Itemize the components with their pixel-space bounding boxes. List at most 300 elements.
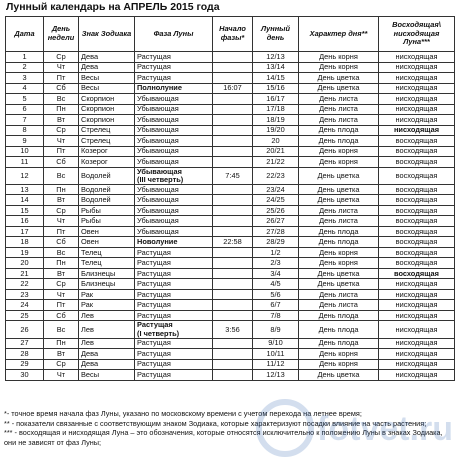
day-character-cell: День листа: [299, 115, 379, 126]
phase-label: Убывающая: [137, 195, 179, 205]
date-cell: 26: [6, 321, 44, 338]
day-character-cell: День листа: [299, 205, 379, 216]
phase-label: Растущая: [137, 72, 171, 82]
zodiac-cell: Дева: [79, 359, 135, 370]
phase-start-cell: [213, 104, 253, 115]
table-body: [6, 52, 455, 381]
table-row: [6, 83, 455, 94]
day-character-cell: День листа: [299, 216, 379, 227]
phase-start-cell: 16:07: [213, 83, 253, 94]
zodiac-cell: Скорпион: [79, 115, 135, 126]
day-character-cell: День листа: [299, 289, 379, 300]
phase-label: Убывающая: [137, 184, 179, 194]
watermark-logo: [255, 388, 460, 468]
phase-label: Растущая: [137, 369, 171, 379]
table-row: [6, 310, 455, 321]
zodiac-cell: Стрелец: [79, 125, 135, 136]
date-cell: 29: [6, 359, 44, 370]
phase-label: Растущая: [137, 338, 171, 348]
phase-start-cell: [213, 94, 253, 105]
day-character-cell: День плода: [299, 226, 379, 237]
date-cell: 19: [6, 247, 44, 258]
zodiac-cell: Близнецы: [79, 279, 135, 290]
moon-direction-cell: нисходящая: [379, 52, 455, 63]
date-cell: 28: [6, 349, 44, 360]
day-character-cell: День листа: [299, 94, 379, 105]
phase-start-cell: [213, 73, 253, 84]
weekday-cell: Сб: [44, 237, 79, 248]
lunar-day-cell: 5/6: [253, 289, 299, 300]
phase-start-cell: [213, 279, 253, 290]
lunar-day-cell: 2/3: [253, 258, 299, 269]
table-row: [6, 205, 455, 216]
lunar-day-cell: 14/15: [253, 73, 299, 84]
lunar-day-cell: 18/19: [253, 115, 299, 126]
phase-start-cell: 22:58: [213, 237, 253, 248]
date-cell: 13: [6, 184, 44, 195]
zodiac-cell: Лев: [79, 338, 135, 349]
lunar-day-cell: 19/20: [253, 125, 299, 136]
moon-direction-cell: восходящая: [379, 136, 455, 147]
header-zodiac: Знак Зодиака: [79, 17, 135, 52]
zodiac-cell: Овен: [79, 226, 135, 237]
date-cell: 1: [6, 52, 44, 63]
weekday-cell: Вс: [44, 321, 79, 338]
lunar-day-cell: 12/13: [253, 52, 299, 63]
phase-start-cell: [213, 226, 253, 237]
moon-direction-cell: восходящая: [379, 195, 455, 206]
date-cell: 4: [6, 83, 44, 94]
date-cell: 5: [6, 94, 44, 105]
day-character-cell: День корня: [299, 146, 379, 157]
phase-cell: [135, 104, 213, 115]
phase-cell: [135, 136, 213, 147]
phase-start-cell: [213, 216, 253, 227]
lunar-day-cell: 15/16: [253, 83, 299, 94]
zodiac-cell: Водолей: [79, 184, 135, 195]
day-character-cell: День цветка: [299, 370, 379, 381]
moon-direction-cell: нисходящая: [379, 349, 455, 360]
moon-direction-cell: нисходящая: [379, 279, 455, 290]
table-row: [6, 157, 455, 168]
phase-cell: [135, 300, 213, 311]
watermark-text: fotvet.ru: [317, 410, 453, 448]
lunar-day-cell: 12/13: [253, 370, 299, 381]
phase-label: Убывающая: [137, 226, 179, 236]
phase-label: Растущая: [137, 62, 171, 72]
phase-start-cell: [213, 359, 253, 370]
phase-start-cell: [213, 258, 253, 269]
day-character-cell: День плода: [299, 321, 379, 338]
day-character-cell: День цветка: [299, 83, 379, 94]
phase-label: Растущая: [137, 320, 173, 330]
lunar-day-cell: 16/17: [253, 94, 299, 105]
weekday-cell: Пт: [44, 226, 79, 237]
phase-label: Убывающая: [137, 167, 182, 176]
moon-direction-cell: восходящая: [379, 268, 455, 279]
day-character-cell: День листа: [299, 104, 379, 115]
moon-direction-cell: нисходящая: [379, 125, 455, 136]
table-row: [6, 279, 455, 290]
phase-start-cell: [213, 247, 253, 258]
date-cell: 12: [6, 167, 44, 184]
phase-start-cell: [213, 146, 253, 157]
date-cell: 25: [6, 310, 44, 321]
day-character-cell: День плода: [299, 125, 379, 136]
header-moon-direction: Восходящая\ нисходящая Луна***: [379, 17, 455, 52]
phase-start-cell: [213, 205, 253, 216]
footnote-1: *- точное время начала фаз Луны, указано по московскому времени с учетом перехода на летнее время;: [4, 409, 362, 418]
phase-start-cell: [213, 268, 253, 279]
table-row: [6, 136, 455, 147]
zodiac-cell: Весы: [79, 370, 135, 381]
table-row: [6, 115, 455, 126]
date-cell: 20: [6, 258, 44, 269]
phase-start-cell: [213, 157, 253, 168]
table-row: [6, 338, 455, 349]
weekday-cell: Чт: [44, 136, 79, 147]
phase-label: Растущая: [137, 310, 171, 320]
phase-start-cell: 7:45: [213, 167, 253, 184]
phase-label: Растущая: [137, 300, 171, 310]
phase-label: Убывающая: [137, 125, 179, 135]
zodiac-cell: Близнецы: [79, 268, 135, 279]
phase-cell: [135, 310, 213, 321]
lunar-day-cell: 13/14: [253, 62, 299, 73]
day-character-cell: День цветка: [299, 195, 379, 206]
table-row: [6, 359, 455, 370]
date-cell: 3: [6, 73, 44, 84]
weekday-cell: Сб: [44, 310, 79, 321]
phase-start-cell: [213, 349, 253, 360]
date-cell: 27: [6, 338, 44, 349]
lunar-day-cell: 27/28: [253, 226, 299, 237]
lunar-day-cell: 8/9: [253, 321, 299, 338]
phase-label: Убывающая: [137, 135, 179, 145]
header-moon-phase: Фаза Луны: [135, 17, 213, 52]
moon-direction-cell: восходящая: [379, 216, 455, 227]
phase-label: Растущая: [137, 51, 171, 61]
moon-direction-cell: нисходящая: [379, 73, 455, 84]
phase-cell: [135, 73, 213, 84]
zodiac-cell: Скорпион: [79, 104, 135, 115]
moon-direction-cell: восходящая: [379, 258, 455, 269]
day-character-cell: День корня: [299, 157, 379, 168]
weekday-cell: Вт: [44, 268, 79, 279]
phase-start-cell: [213, 338, 253, 349]
phase-label: Полнолуние: [137, 83, 182, 93]
zodiac-cell: Весы: [79, 73, 135, 84]
phase-start-cell: [213, 289, 253, 300]
phase-cell: [135, 146, 213, 157]
phase-label: Растущая: [137, 359, 171, 369]
lunar-day-cell: 6/7: [253, 300, 299, 311]
moon-direction-cell: нисходящая: [379, 310, 455, 321]
phase-cell: [135, 226, 213, 237]
phase-start-cell: [213, 62, 253, 73]
phase-cell: [135, 216, 213, 227]
phase-label: Убывающая: [137, 93, 179, 103]
phase-cell: [135, 115, 213, 126]
zodiac-cell: Скорпион: [79, 94, 135, 105]
moon-direction-cell: восходящая: [379, 184, 455, 195]
zodiac-cell: Рыбы: [79, 216, 135, 227]
weekday-cell: Пн: [44, 338, 79, 349]
phase-cell: [135, 289, 213, 300]
table-row: [6, 258, 455, 269]
phase-cell: [135, 279, 213, 290]
phase-cell: [135, 157, 213, 168]
date-cell: 8: [6, 125, 44, 136]
lunar-day-cell: 9/10: [253, 338, 299, 349]
day-character-cell: День цветка: [299, 73, 379, 84]
phase-cell: [135, 125, 213, 136]
zodiac-cell: Стрелец: [79, 136, 135, 147]
date-cell: 30: [6, 370, 44, 381]
weekday-cell: Пн: [44, 184, 79, 195]
lunar-day-cell: 4/5: [253, 279, 299, 290]
weekday-cell: Ср: [44, 52, 79, 63]
lunar-day-cell: 10/11: [253, 349, 299, 360]
lunar-day-cell: 28/29: [253, 237, 299, 248]
date-cell: 6: [6, 104, 44, 115]
table-row: [6, 62, 455, 73]
moon-direction-cell: восходящая: [379, 237, 455, 248]
table-row: [6, 184, 455, 195]
zodiac-cell: Овен: [79, 237, 135, 248]
table-row: [6, 146, 455, 157]
phase-start-cell: 3:56: [213, 321, 253, 338]
day-character-cell: День цветка: [299, 279, 379, 290]
phase-cell: [135, 94, 213, 105]
phase-cell: [135, 321, 213, 338]
phase-cell: [135, 268, 213, 279]
table-row: [6, 370, 455, 381]
header-lunar-day: Лунный день: [253, 17, 299, 52]
moon-direction-cell: восходящая: [379, 247, 455, 258]
date-cell: 24: [6, 300, 44, 311]
moon-direction-cell: восходящая: [379, 157, 455, 168]
phase-label: Растущая: [137, 348, 171, 358]
weekday-cell: Ср: [44, 359, 79, 370]
phase-cell: [135, 247, 213, 258]
weekday-cell: Чт: [44, 62, 79, 73]
day-character-cell: День корня: [299, 62, 379, 73]
zodiac-cell: Рак: [79, 289, 135, 300]
phase-label: Растущая: [137, 247, 171, 257]
day-character-cell: День цветка: [299, 167, 379, 184]
lunar-day-cell: 3/4: [253, 268, 299, 279]
moon-direction-cell: нисходящая: [379, 62, 455, 73]
zodiac-cell: Дева: [79, 349, 135, 360]
zodiac-cell: Козерог: [79, 157, 135, 168]
zodiac-cell: Лев: [79, 310, 135, 321]
table-row: [6, 321, 455, 338]
phase-label: Убывающая: [137, 156, 179, 166]
lunar-day-cell: 1/2: [253, 247, 299, 258]
moon-direction-cell: восходящая: [379, 205, 455, 216]
zodiac-cell: Лев: [79, 321, 135, 338]
date-cell: 10: [6, 146, 44, 157]
weekday-cell: Вт: [44, 195, 79, 206]
phase-label: Новолуние: [137, 237, 178, 247]
lunar-day-cell: 25/26: [253, 205, 299, 216]
weekday-cell: Чт: [44, 216, 79, 227]
moon-direction-cell: нисходящая: [379, 104, 455, 115]
phase-start-cell: [213, 300, 253, 311]
table-row: [6, 125, 455, 136]
weekday-cell: Пт: [44, 300, 79, 311]
day-character-cell: День корня: [299, 247, 379, 258]
zodiac-cell: Рак: [79, 300, 135, 311]
lunar-day-cell: 26/27: [253, 216, 299, 227]
phase-cell: [135, 52, 213, 63]
lunar-day-cell: 24/25: [253, 195, 299, 206]
table-row: [6, 94, 455, 105]
lunar-day-cell: 17/18: [253, 104, 299, 115]
table-row: [6, 300, 455, 311]
weekday-cell: Пн: [44, 258, 79, 269]
lunar-day-cell: 7/8: [253, 310, 299, 321]
date-cell: 7: [6, 115, 44, 126]
zodiac-cell: Дева: [79, 52, 135, 63]
phase-start-cell: [213, 184, 253, 195]
date-cell: 16: [6, 216, 44, 227]
footnote-2: ** - показатели связанные с соответствующим знаком Зодиака, которые характеризуют посадки влияние на часть растения;: [4, 418, 427, 428]
phase-cell: [135, 370, 213, 381]
phase-label: Убывающая: [137, 104, 179, 114]
zodiac-cell: Водолей: [79, 167, 135, 184]
moon-direction-cell: нисходящая: [379, 321, 455, 338]
weekday-cell: Вс: [44, 94, 79, 105]
header-day-character: Характер дня**: [299, 17, 379, 52]
phase-cell: [135, 167, 213, 184]
phase-label: Убывающая: [137, 146, 179, 156]
weekday-cell: Сб: [44, 157, 79, 168]
zodiac-cell: Рыбы: [79, 205, 135, 216]
date-cell: 18: [6, 237, 44, 248]
table-row: [6, 247, 455, 258]
weekday-cell: Пн: [44, 104, 79, 115]
lunar-day-cell: 11/12: [253, 359, 299, 370]
date-cell: 17: [6, 226, 44, 237]
weekday-cell: Вс: [44, 167, 79, 184]
phase-cell: [135, 359, 213, 370]
phase-start-cell: [213, 136, 253, 147]
zodiac-cell: Телец: [79, 258, 135, 269]
phase-quarter-label: (I четверть): [137, 328, 180, 338]
moon-direction-cell: восходящая: [379, 167, 455, 184]
date-cell: 2: [6, 62, 44, 73]
phase-start-cell: [213, 310, 253, 321]
moon-direction-cell: восходящая: [379, 226, 455, 237]
phase-cell: [135, 83, 213, 94]
table-row: [6, 216, 455, 227]
phase-label: Убывающая: [137, 205, 179, 215]
phase-cell: [135, 258, 213, 269]
page-title: Лунный календарь на АПРЕЛЬ 2015 года: [6, 1, 220, 13]
table-row: [6, 73, 455, 84]
phase-cell: [135, 62, 213, 73]
phase-cell: [135, 184, 213, 195]
moon-direction-cell: нисходящая: [379, 370, 455, 381]
phase-cell: [135, 195, 213, 206]
table-row: [6, 104, 455, 115]
table-row: [6, 349, 455, 360]
phase-start-cell: [213, 125, 253, 136]
phase-quarter-label: (III четверть): [137, 174, 184, 184]
moon-direction-cell: нисходящая: [379, 359, 455, 370]
moon-direction-cell: восходящая: [379, 146, 455, 157]
zodiac-cell: Водолей: [79, 195, 135, 206]
date-cell: 22: [6, 279, 44, 290]
date-cell: 11: [6, 157, 44, 168]
day-character-cell: День плода: [299, 237, 379, 248]
date-cell: 23: [6, 289, 44, 300]
lunar-day-cell: 23/24: [253, 184, 299, 195]
table-row: [6, 167, 455, 184]
phase-start-cell: [213, 115, 253, 126]
phase-label: Убывающая: [137, 114, 179, 124]
day-character-cell: День плода: [299, 136, 379, 147]
phase-cell: [135, 338, 213, 349]
lunar-day-cell: 21/22: [253, 157, 299, 168]
day-character-cell: День цветка: [299, 268, 379, 279]
weekday-cell: Вт: [44, 115, 79, 126]
phase-label: Растущая: [137, 279, 171, 289]
zodiac-cell: Дева: [79, 62, 135, 73]
lunar-day-cell: 20: [253, 136, 299, 147]
table-row: [6, 226, 455, 237]
header-date: Дата: [6, 17, 44, 52]
day-character-cell: День корня: [299, 349, 379, 360]
phase-start-cell: [213, 370, 253, 381]
weekday-cell: Чт: [44, 370, 79, 381]
header-phase-start: Начало фазы*: [213, 17, 253, 52]
moon-direction-cell: нисходящая: [379, 94, 455, 105]
date-cell: 15: [6, 205, 44, 216]
footnote-3: *** - восходящая и нисходящая Луна – это обозначения, которые относятся исключительно к положению Луны в знаках Зодиака, они не зависят от фаз Луны;: [4, 428, 443, 447]
lunar-day-cell: 20/21: [253, 146, 299, 157]
phase-label: Растущая: [137, 258, 171, 268]
table-row: [6, 268, 455, 279]
weekday-cell: Ср: [44, 205, 79, 216]
table-row: [6, 195, 455, 206]
day-character-cell: День листа: [299, 300, 379, 311]
day-character-cell: День плода: [299, 310, 379, 321]
phase-label: Убывающая: [137, 216, 179, 226]
moon-direction-cell: нисходящая: [379, 83, 455, 94]
table-header-row: [6, 17, 455, 52]
weekday-cell: Чт: [44, 289, 79, 300]
header-weekday: День недели: [44, 17, 79, 52]
phase-label: Растущая: [137, 289, 171, 299]
weekday-cell: Ср: [44, 125, 79, 136]
table-row: [6, 237, 455, 248]
day-character-cell: День корня: [299, 258, 379, 269]
phase-start-cell: [213, 195, 253, 206]
weekday-cell: Пт: [44, 73, 79, 84]
table-row: [6, 289, 455, 300]
moon-direction-cell: нисходящая: [379, 115, 455, 126]
weekday-cell: Ср: [44, 279, 79, 290]
phase-cell: [135, 205, 213, 216]
moon-direction-cell: нисходящая: [379, 300, 455, 311]
moon-direction-cell: нисходящая: [379, 338, 455, 349]
date-cell: 9: [6, 136, 44, 147]
weekday-cell: Вс: [44, 247, 79, 258]
weekday-cell: Сб: [44, 83, 79, 94]
